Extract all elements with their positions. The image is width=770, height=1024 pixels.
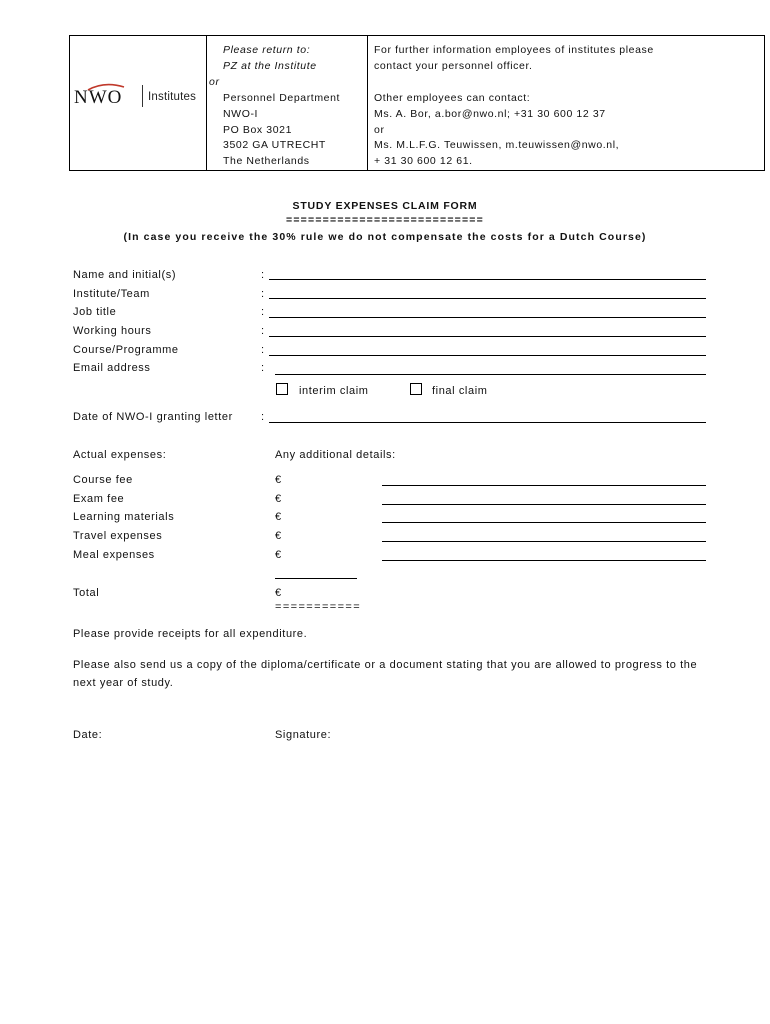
- info-line: or: [374, 124, 385, 136]
- form-subtitle: (In case you receive the 30% rule we do not compensate the costs for a Dutch Course): [123, 231, 647, 243]
- address-line: NWO-I: [223, 108, 259, 120]
- total-label: Total: [73, 587, 100, 599]
- job-title-field[interactable]: [269, 317, 706, 318]
- subtotal-rule: [275, 578, 357, 579]
- granting-letter-date-label: Date of NWO-I granting letter: [73, 411, 233, 423]
- expense-item-label: Exam fee: [73, 493, 125, 505]
- colon: :: [261, 325, 265, 337]
- final-claim-label: final claim: [432, 385, 488, 397]
- actual-expenses-label: Actual expenses:: [73, 449, 167, 461]
- email-field[interactable]: [275, 374, 706, 375]
- colon: :: [261, 269, 265, 281]
- address-line: Personnel Department: [223, 92, 341, 104]
- name-label: Name and initial(s): [73, 269, 177, 281]
- colon: :: [261, 362, 265, 374]
- info-line: contact your personnel officer.: [374, 60, 533, 72]
- institute-label: Institute/Team: [73, 288, 150, 300]
- title-underline: ===========================: [286, 214, 484, 226]
- address-line: 3502 GA UTRECHT: [223, 139, 326, 151]
- exam-fee-details-field[interactable]: [382, 504, 706, 505]
- additional-details-label: Any additional details:: [275, 449, 396, 461]
- travel-expenses-details-field[interactable]: [382, 541, 706, 542]
- euro-sign: €: [275, 511, 282, 523]
- contact-bor: Ms. A. Bor, a.bor@nwo.nl; +31 30 600 12 37: [374, 108, 606, 120]
- colon: :: [261, 344, 265, 356]
- job-title-label: Job title: [73, 306, 117, 318]
- signature-label: Signature:: [275, 729, 332, 741]
- colon: :: [261, 411, 265, 423]
- address-line: PO Box 3021: [223, 124, 293, 136]
- expense-item-label: Travel expenses: [73, 530, 163, 542]
- euro-sign: €: [275, 549, 282, 561]
- euro-sign: €: [275, 474, 282, 486]
- expense-item-label: Course fee: [73, 474, 133, 486]
- final-claim-checkbox[interactable]: [410, 383, 422, 395]
- granting-letter-date-field[interactable]: [269, 422, 706, 423]
- euro-sign: €: [275, 493, 282, 505]
- learning-materials-details-field[interactable]: [382, 522, 706, 523]
- logo-cell: [70, 36, 207, 170]
- course-label: Course/Programme: [73, 344, 179, 356]
- expense-item-label: Learning materials: [73, 511, 175, 523]
- course-field[interactable]: [269, 355, 706, 356]
- nwo-logo: [74, 83, 202, 111]
- info-line: Other employees can contact:: [374, 92, 531, 104]
- meal-expenses-details-field[interactable]: [382, 560, 706, 561]
- institute-field[interactable]: [269, 298, 706, 299]
- euro-sign: €: [275, 587, 282, 599]
- return-line1: Please return to:: [223, 44, 311, 56]
- euro-sign: €: [275, 530, 282, 542]
- working-hours-label: Working hours: [73, 325, 152, 337]
- interim-claim-checkbox[interactable]: [276, 383, 288, 395]
- name-field[interactable]: [269, 279, 706, 280]
- logo-subtitle: Institutes: [148, 91, 197, 103]
- diploma-note-line2: next year of study.: [73, 677, 174, 689]
- return-line2: PZ at the Institute: [223, 60, 317, 72]
- logo-divider: [142, 85, 143, 107]
- address-line: The Netherlands: [223, 155, 310, 167]
- receipts-note: Please provide receipts for all expenditure.: [73, 628, 308, 640]
- total-underline: ===========: [275, 601, 362, 613]
- info-line: For further information employees of institutes please: [374, 44, 654, 56]
- info-line: + 31 30 600 12 61.: [374, 155, 473, 167]
- contact-teuwissen: Ms. M.L.F.G. Teuwissen, m.teuwissen@nwo.nl,: [374, 139, 620, 151]
- date-label: Date:: [73, 729, 103, 741]
- expense-item-label: Meal expenses: [73, 549, 155, 561]
- working-hours-field[interactable]: [269, 336, 706, 337]
- course-fee-details-field[interactable]: [382, 485, 706, 486]
- colon: :: [261, 306, 265, 318]
- colon: :: [261, 288, 265, 300]
- email-label: Email address: [73, 362, 151, 374]
- form-title: STUDY EXPENSES CLAIM FORM: [292, 200, 478, 212]
- return-or: or: [209, 76, 220, 88]
- interim-claim-label: interim claim: [299, 385, 369, 397]
- diploma-note-line1: Please also send us a copy of the diploma/certificate or a document stating that you are allowed to progress to the: [73, 659, 698, 671]
- logo-brand: NWO: [74, 87, 123, 108]
